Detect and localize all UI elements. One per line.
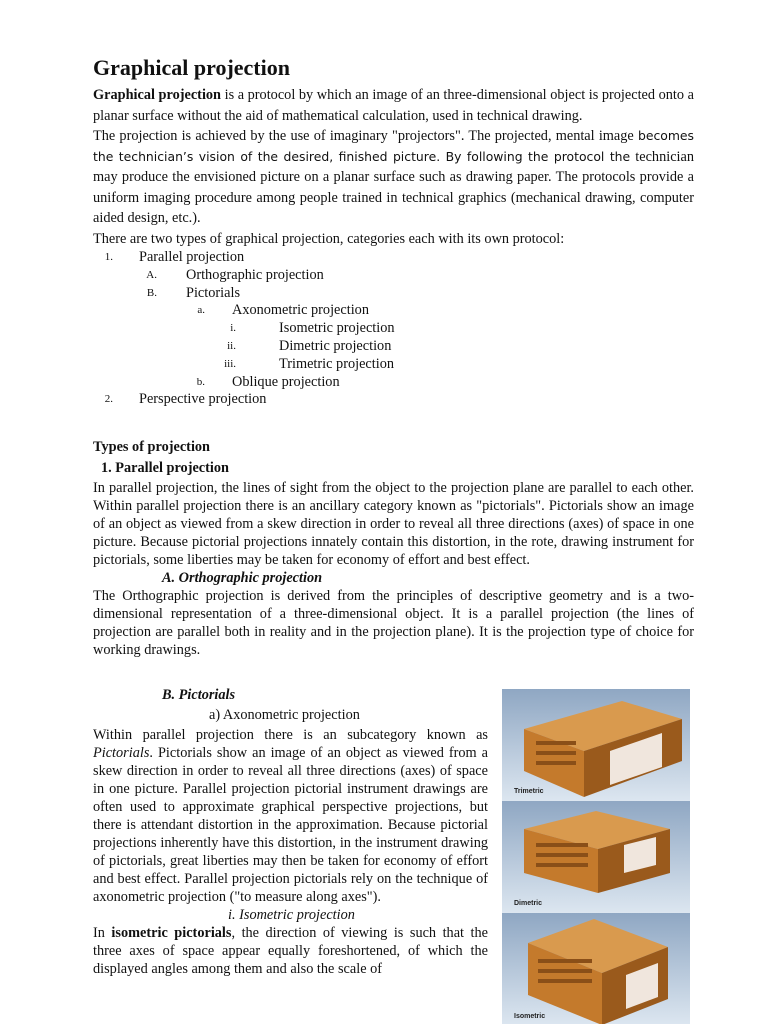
projection-paragraph [93,126,694,229]
projection-figure [502,689,690,1024]
outline-item-label: Trimetric projection [279,355,395,372]
projection-outline [93,249,694,409]
intro-bold-term: Graphical projection [93,87,222,103]
outline-item [93,374,694,392]
isometric-cabinet-image [502,913,690,1024]
outline-item-number: 1. [104,251,113,263]
outline-item [93,320,694,338]
isometric-heading: i. Isometric projection [228,907,355,924]
trimetric-label: Trimetric [514,788,544,795]
outline-item-label: Orthographic projection [186,266,324,283]
outline-item-label: Pictorials [186,284,241,301]
isometric-label: Isometric [514,1013,546,1020]
isometric-text-2: , the direction of viewing is such that the three axes of space appear equally foreshortened, of which the displayed angles among them and also the scale of [93,925,488,978]
intro-paragraph [93,85,694,126]
outline-item-label: Dimetric projection [279,337,392,354]
parallel-paragraph: In parallel projection, the lines of sight from the object to the projection plane are parallel to each other. Within parallel projection there is an ancillary category known as "pictorials". Pictorials show an image of an object as viewed from a skew direction in order to reveal all three directions (axes) of space in one picture. Because pictorial projections innately contain this distortion, in the rote, drawing instrument for pictorials, some liberties may be taken for economy of effort and best effect. [93,480,694,569]
projection-text-1: The projection is achieved by the use of imaginary "projectors". The projected, mental image [93,128,634,144]
pictorials-heading: B. Pictorials [162,687,236,704]
isometric-bold: isometric pictorials [111,925,232,942]
outline-item-label: Isometric projection [279,320,395,337]
parallel-heading: 1. Parallel projection [101,460,229,477]
pictorials-italic: Pictorials [93,745,150,762]
outline-item [93,338,694,356]
outline-item [93,285,694,303]
outline-item-number: b. [196,375,205,388]
outline-item [93,356,694,374]
page-title: Graphical projection [93,55,290,80]
intro-text: is a protocol by which an image of an three-dimensional object is projected onto a planar surface without the aid of mathematical calculation, used in technical drawing. [93,87,694,124]
pictorials-text-2: . Pictorials show an image of an object as viewed from a skew direction in order to reveal all three directions (axes) of space in one picture. Parallel projection pictorial instrument drawings are often used to approximate graphical perspective projections, but there is attendant distortion in the approximation. Because pictorial projections inherently have this distortion, in the instrument drawing of pictorials, great liberties may then be taken for economy of effort and best effect. Parallel projection pictorials rely on the technique of axonometric projection ("to measure along axes"). [93,745,488,906]
outline-item-number: iii. [224,357,236,370]
ortho-heading: A. Orthographic projection [162,570,323,587]
types-intro: There are two types of graphical projection, categories each with its own protocol: [93,230,565,247]
outline-item-number: i. [230,322,236,335]
pictorials-paragraph [93,726,488,906]
isometric-text-1: In [93,925,112,942]
trimetric-cabinet-image [502,689,690,801]
outline-item-label: Parallel projection [139,249,245,265]
outline-item [93,302,694,320]
outline-item-label: Axonometric projection [232,302,369,319]
types-heading: Types of projection [93,439,211,456]
dimetric-panel [502,801,690,913]
outline-item-number: B. [146,286,157,299]
outline-item-number: ii. [227,339,236,352]
outline-item-label: Oblique projection [232,373,340,390]
outline-item [93,249,694,267]
dimetric-label: Dimetric [514,900,543,907]
projection-text-3: technician may produce the envisioned picture on a planar surface such as drawing paper. The protocols provide a uniform imaging procedure among people trained in technical graphics (mechanical drawing, computer aided design, etc.). [93,148,695,226]
outline-item-number: a. [197,304,205,317]
trimetric-panel [502,689,690,801]
ortho-paragraph: The Orthographic projection is derived from the principles of descriptive geometry and is a two-dimensional representation of a three-dimensional object. It is a parallel projection (the lines of projection are parallel both in reality and in the projection plane). It is the projection type of choice for working drawings. [93,588,694,659]
dimetric-cabinet-image [502,801,690,913]
pictorials-column [93,685,488,978]
outline-item [93,391,694,409]
outline-item [93,267,694,285]
outline-item-label: Perspective projection [139,391,267,408]
outline-item-number: A. [146,268,157,281]
axonometric-heading: a) Axonometric projection [209,707,360,724]
outline-item-number: 2. [104,393,113,406]
pictorials-text-1: Within parallel projection there is an subcategory known as [93,727,488,744]
projection-text-2: becomes the technician’s vision of the desired, finished picture. By following the protocol the [93,128,694,164]
isometric-paragraph [93,924,488,978]
isometric-panel [502,913,690,1024]
